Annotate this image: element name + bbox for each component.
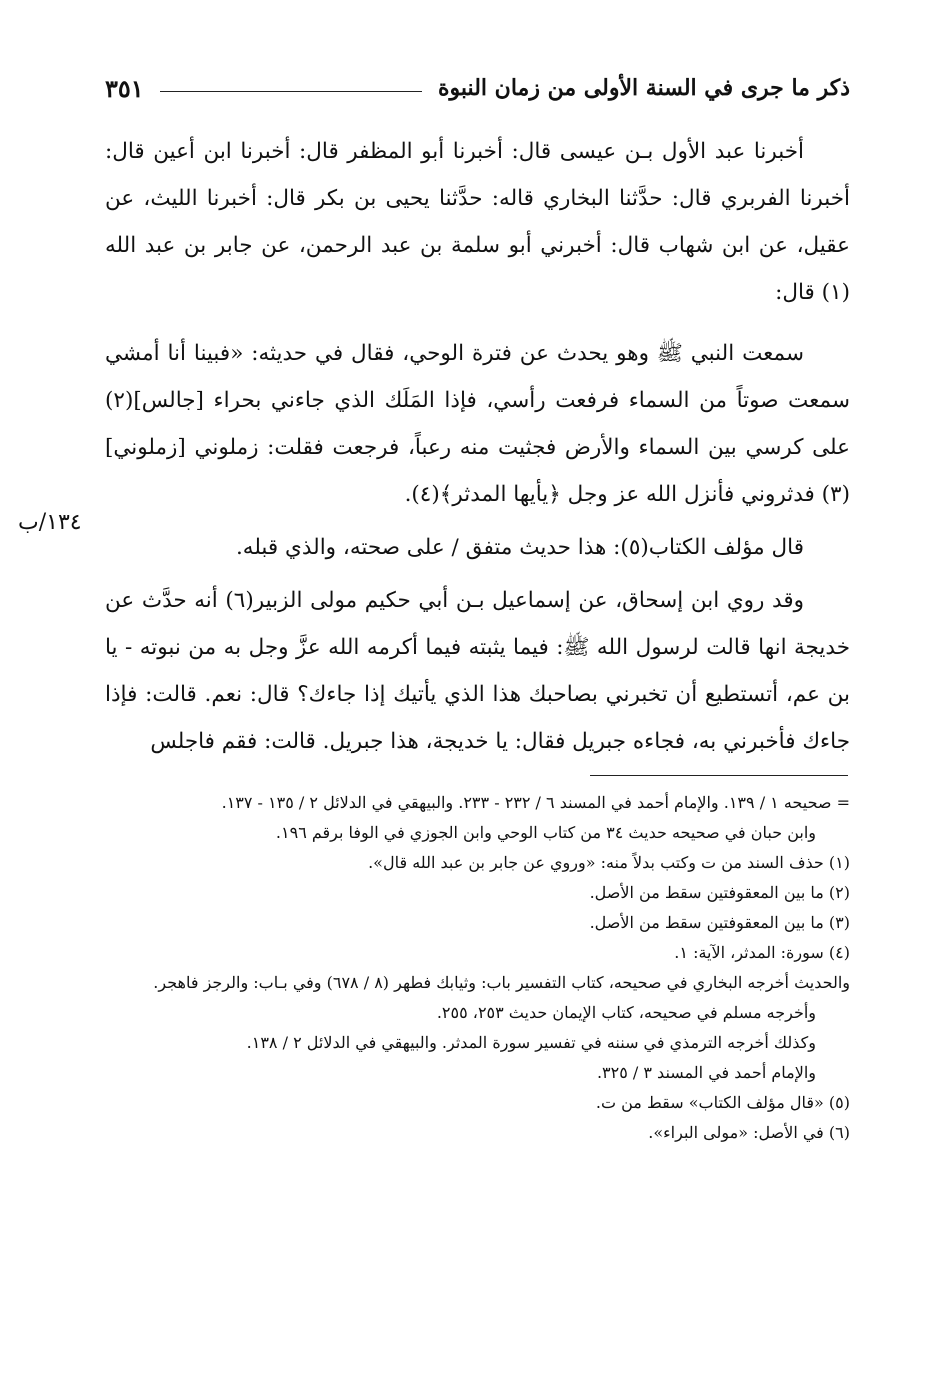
running-title: ذكر ما جرى في السنة الأولى من زمان النبوة	[438, 75, 850, 101]
paragraph-hadith: سمعت النبي ﷺ وهو يحدث عن فترة الوحي، فقال في حديثه: «فبينا أنا أمشي سمعت صوتاً من السماء فرفعت رأسي، فإذا المَلَك الذي جاءني بحراء [جالس](٢) على كرسي بين السماء والأرض فجثيت منه رعباً، فرجعت فقلت: زملوني [زملوني](٣) فدثروني فأنزل الله عز وجل ﴿يأيها المدثر﴾(٤).	[105, 341, 850, 507]
footnote-6: (٦) في الأصل: «مولى البراء».	[648, 1123, 850, 1142]
footnote-1: (١) حذف السند من ت وكتب بدلاً منه: «وروي عن جابر بن عبد الله قال».	[368, 853, 850, 872]
header-rule	[160, 91, 422, 92]
margin-folio-note: ١٣٤/ب	[18, 510, 82, 535]
main-text	[105, 128, 850, 779]
footnote-4: (٤) سورة: المدثر، الآية: ١.	[674, 943, 850, 962]
footnote-rule	[590, 775, 848, 776]
footnote-continuation: = صحيحه ١ / ١٣٩. والإمام أحمد في المسند ٦ / ٢٣٢ - ٢٣٣. والبيهقي في الدلائل ٢ / ١٣٥ - ١٣٧.	[221, 793, 850, 812]
page-header	[105, 70, 850, 106]
page-number: ٣٥١	[105, 73, 144, 103]
footnote-4-detail: والحديث أخرجه البخاري في صحيحه، كتاب التفسير باب: وثيابك فطهر (٨ / ٦٧٨) وفي بـاب: والرجز فاهجر.	[153, 973, 850, 992]
footnote-4-detail: وأخرجه مسلم في صحيحه، كتاب الإيمان حديث ٢٥٣، ٢٥٥.	[436, 1003, 816, 1022]
footnote-4-detail: وكذلك أخرجه الترمذي في سننه في تفسير سورة المدثر. والبيهقي في الدلائل ٢ / ١٣٨.	[246, 1033, 816, 1052]
footnote-continuation: وابن حبان في صحيحه حديث ٣٤ من كتاب الوحي وابن الجوزي في الوفا برقم ١٩٦.	[275, 823, 816, 842]
paragraph-isnad: أخبرنا عبد الأول بـن عيسى قال: أخبرنا أبو المظفر قال: أخبرنا ابن أعين قال: أخبرنا الفربري قال: حدَّثنا البخاري قاله: حدَّثنا يحيى بن بكر قال: أخبرنا الليث، عن عقيل، عن ابن شهاب قال: أخبرني أبو سلمة بن عبد الرحمن، عن جابر بن عبد الله (١) قال:	[105, 139, 850, 305]
footnote-3: (٣) ما بين المعقوفتين سقط من الأصل.	[589, 913, 850, 932]
footnote-2: (٢) ما بين المعقوفتين سقط من الأصل.	[589, 883, 850, 902]
paragraph-author-comment: قال مؤلف الكتاب(٥): هذا حديث متفق / على صحته، والذي قبله.	[235, 535, 804, 560]
footnote-4-detail: والإمام أحمد في المسند ٣ / ٣٢٥.	[596, 1063, 816, 1082]
footnotes	[105, 788, 850, 1148]
footnote-5: (٥) «قال مؤلف الكتاب» سقط من ت.	[595, 1093, 850, 1112]
paragraph-ibn-ishaq: وقد روي ابن إسحاق، عن إسماعيل بـن أبي حكيم مولى الزبير(٦) أنه حدَّث عن خديجة انها قالت لرسول الله ﷺ: فيما يثبته فيما أكرمه الله عزَّ وجل به من نبوته - يا بن عم، أتستطيع أن تخبرني بصاحبك هذا الذي يأتيك إذا جاءك؟ قال: نعم. قالت: فإذا جاءك فأخبرني به، فجاءه جبريل فقال: يا خديجة، هذا جبريل. قالت: فقم فاجلس	[105, 588, 850, 754]
